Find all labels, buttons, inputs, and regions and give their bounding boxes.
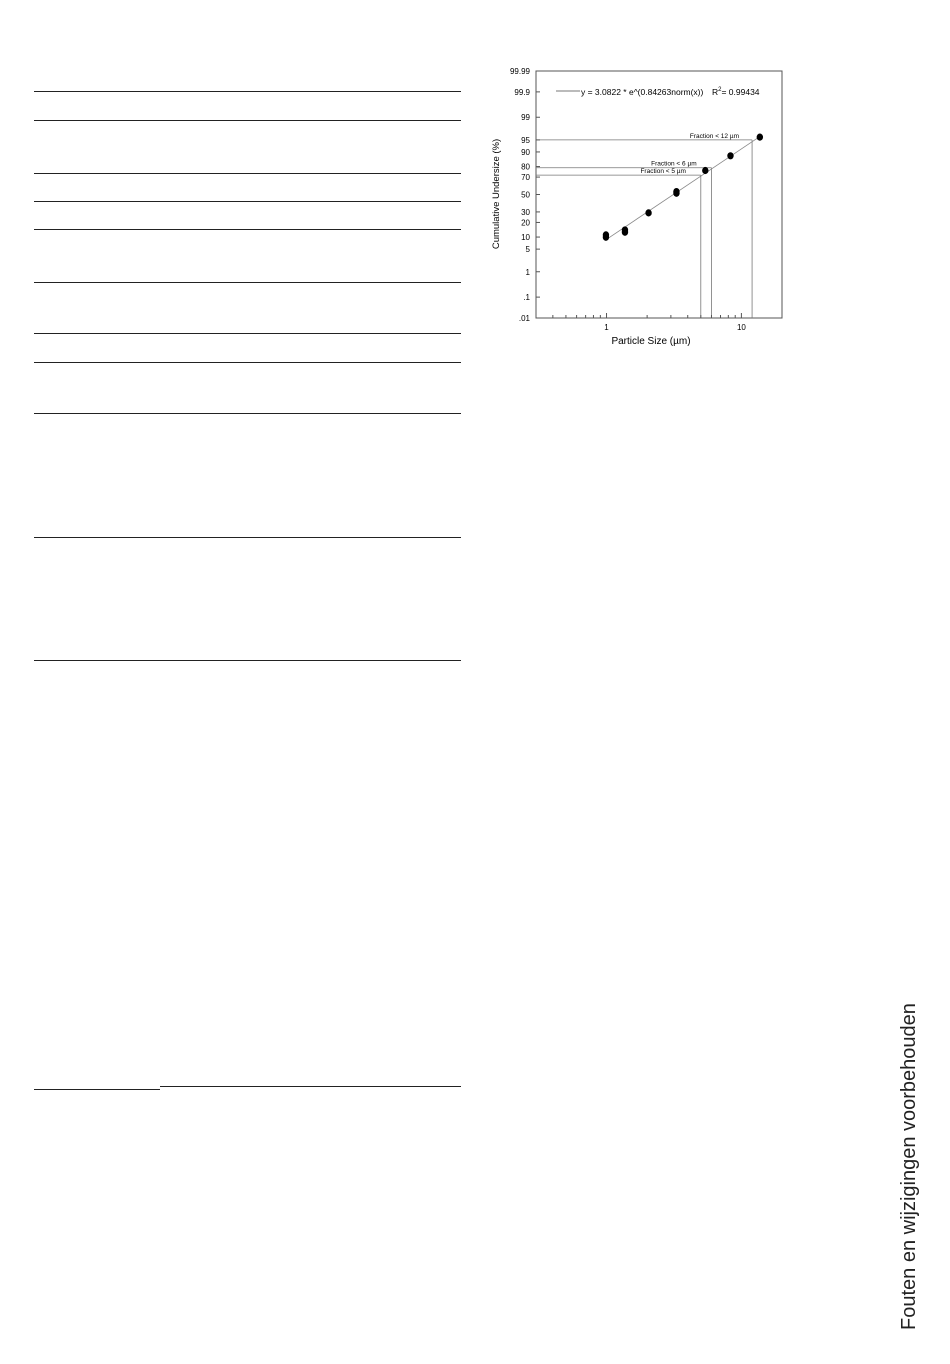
y-tick-label: 99.9 [514,87,530,97]
table-rule [34,413,461,414]
x-axis [536,313,782,332]
fraction-guides [536,140,752,318]
x-axis-title: Particle Size (µm) [611,336,691,347]
y-tick-label: 99 [521,113,530,123]
table-rule [34,173,461,174]
y-tick-label: 50 [521,190,530,200]
plot-frame [536,71,782,318]
x-tick-label: 1 [604,323,609,332]
fraction-label: Fraction < 12 µm [689,132,740,140]
y-tick-label: 80 [521,162,530,172]
legend-equation: y = 3.0822 * e^(0.84263norm(x)) [581,87,704,97]
data-point [622,229,628,236]
y-tick-label: 10 [521,233,530,243]
table-rule [34,229,461,230]
particle-size-chart [480,60,810,360]
data-point [702,167,708,174]
annotations [640,133,739,175]
y-tick-label: 1 [525,267,530,277]
fit-line [605,136,761,241]
y-tick-label: 5 [525,245,530,255]
table-rule [34,282,461,283]
y-tick-label: 20 [521,218,530,228]
data-point [603,234,609,241]
table-rule [34,362,461,363]
fraction-label: Fraction < 5 µm [640,168,686,176]
data-point [673,190,679,197]
table-rule [34,1089,160,1090]
data-point [757,134,763,141]
y-tick-label: 99.99 [509,67,530,76]
fraction-label: Fraction < 6 µm [651,160,697,168]
table-rule [34,333,461,334]
y-tick-label: 70 [521,173,530,183]
disclaimer-text: Fouten en wijzigingen voorbehouden [898,1003,920,1330]
table-rule [160,1086,461,1087]
y-tick-label: .1 [523,293,530,303]
y-tick-label: 90 [521,147,530,157]
x-tick-label: 10 [736,323,746,332]
table-rule [34,120,461,121]
table-rule [34,660,461,661]
data-points [603,134,763,241]
legend-r2: $R^2= 0.99434$ [712,87,760,97]
y-tick-label: .01 [518,314,530,323]
data-point [645,209,651,216]
table-rule [34,537,461,538]
data-point [727,152,733,159]
table-rule [34,201,461,202]
y-axis [510,67,540,323]
y-axis-title: Cumulative Undersize (%) [491,138,502,250]
y-tick-label: 95 [521,135,530,145]
regression-line [605,136,761,241]
table-rule [34,91,461,92]
y-tick-label: 30 [521,207,530,217]
